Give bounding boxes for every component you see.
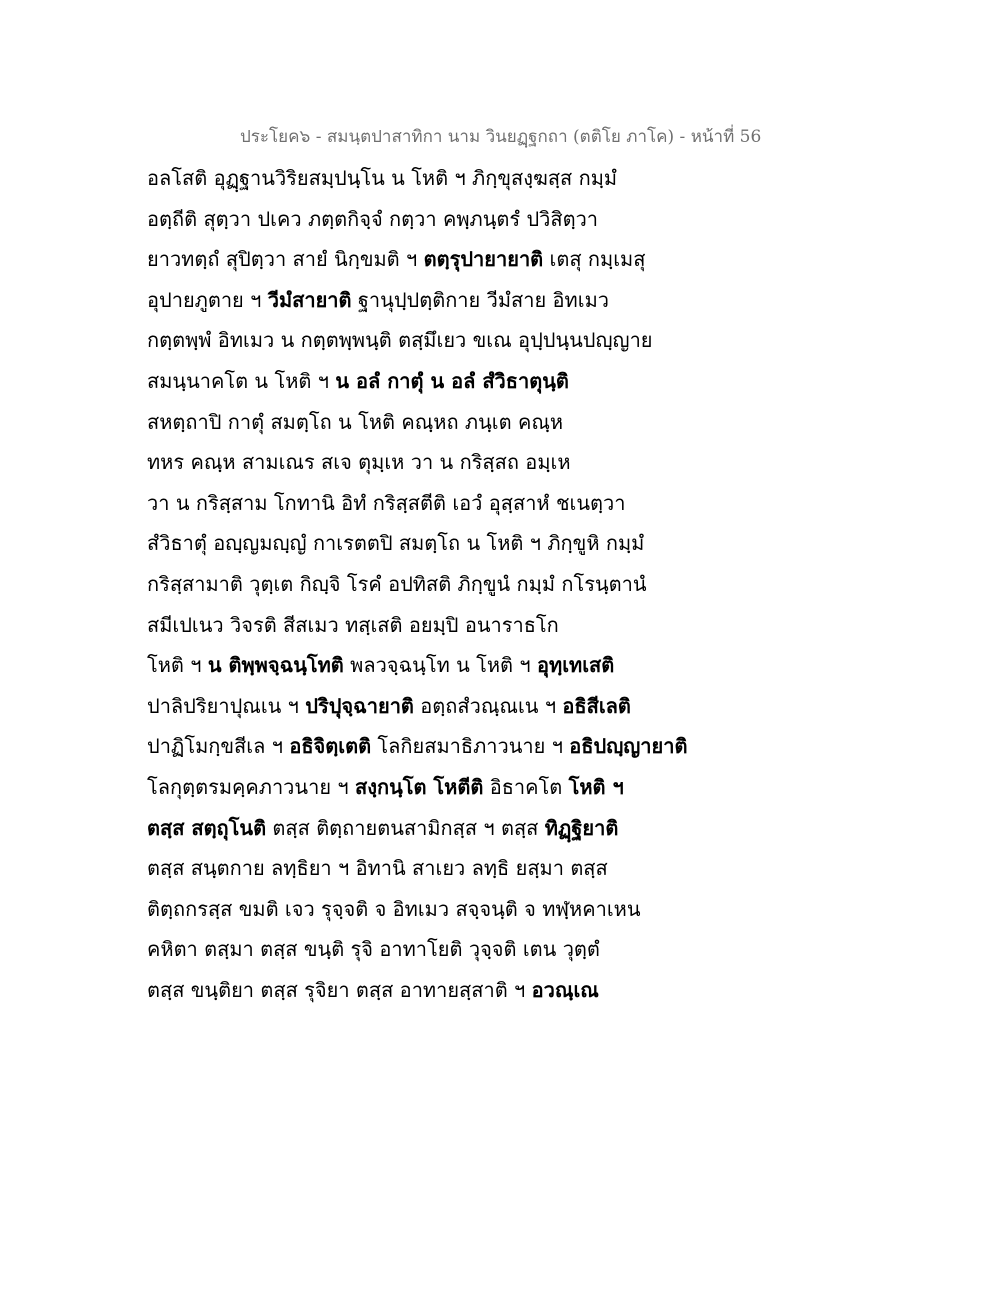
text-segment: เตสุ กมฺเมสุ xyxy=(543,247,646,272)
bold-term: อุทฺเทเสติ xyxy=(537,653,615,678)
bold-term: ปริปุจฺฉายาติ xyxy=(305,693,414,718)
text-segment: สมนฺนาคโต น โหติ ฯ xyxy=(147,368,336,393)
text-line xyxy=(147,564,707,605)
text-segment: อิธาคโต xyxy=(483,774,569,799)
bold-term: ตตฺรุปายายาติ xyxy=(423,247,544,272)
text-segment: ตสฺส ขนฺติยา ตสฺส รุจิยา ตสฺส อาทายสฺสาติ ฯ xyxy=(147,977,532,1002)
text-segment: อตฺถสํวณฺณเน ฯ xyxy=(413,693,563,718)
text-line xyxy=(147,320,707,361)
text-line xyxy=(147,158,707,199)
bold-term: สงฺกนฺโต โหตีติ xyxy=(354,774,484,799)
bold-term: อธิปญฺญายาติ xyxy=(569,734,688,759)
text-segment: อตฺถีติ สุตฺวา ปเคว ภตฺตกิจฺจํ กตฺวา คพฺภนฺตรํ ปวิสิตฺวา xyxy=(147,206,599,231)
text-line xyxy=(147,523,707,564)
text-segment: ติตฺถกรสฺส ขมติ เจว รุจฺจติ จ อิทเมว สจฺจนฺติ จ ทฬฺหคาเหน xyxy=(147,896,641,921)
text-segment: วา น กริสฺสาม โกทานิ อิทํ กริสฺสตีติ เอวํ อุสฺสาหํ ชเนตฺวา xyxy=(147,490,626,515)
text-segment: สํวิธาตุํ อญฺญมญฺญํ กาเรตตปิ สมตฺโถ น โหติ ฯ ภิกฺขูหิ กมฺมํ xyxy=(147,531,645,556)
bold-term: อวณฺเณ xyxy=(531,977,599,1002)
text-line xyxy=(147,442,707,483)
text-body xyxy=(147,158,707,1010)
text-segment: อุปายภูตาย ฯ xyxy=(147,287,268,312)
text-line xyxy=(147,848,707,889)
text-segment: ปาฏิโมกฺขสีเล ฯ xyxy=(147,734,290,759)
text-segment: ตสฺส สนฺตกาย ลทฺธิยา ฯ อิทานิ สาเยว ลทฺธิ ยสฺมา ตสฺส xyxy=(147,856,608,881)
text-segment: ทหร คณฺห สามเณร สเจ ตุมฺเห วา น กริสฺสถ อมฺเห xyxy=(147,450,571,475)
text-segment: กตฺตพฺพํ อิทเมว น กตฺตพฺพนฺติ ตสฺมึเยว ขเณ อุปฺปนฺนปญฺญาย xyxy=(147,328,653,353)
text-line xyxy=(147,402,707,443)
text-segment: ตสฺส ติตฺถายตนสามิกสฺส ฯ ตสฺส xyxy=(266,815,545,840)
text-segment: ปาลิปริยาปุณเน ฯ xyxy=(147,693,306,718)
text-line xyxy=(147,767,707,808)
text-segment: กริสฺสามาติ วุตฺเต กิญฺจิ โรคํ อปทิสติ ภิกฺขูนํ กมฺมํ กโรนฺตานํ xyxy=(147,571,647,596)
text-line xyxy=(147,645,707,686)
text-segment: สมีเปเนว วิจรติ สีสเมว ทสฺเสติ อยมฺปิ อนาราธโก xyxy=(147,612,559,637)
text-segment: โลกุตฺตรมคฺคภาวนาย ฯ xyxy=(147,774,355,799)
text-segment: โลกิยสมาธิภาวนาย ฯ xyxy=(371,734,570,759)
text-line xyxy=(147,239,707,280)
text-segment: คหิตา ตสฺมา ตสฺส ขนฺติ รุจิ อาทาโยติ วุจฺจติ เตน วุตฺตํ xyxy=(147,937,600,962)
text-segment: ยาวทตฺถํ สุปิตฺวา สายํ นิกฺขมติ ฯ xyxy=(147,247,424,272)
text-line xyxy=(147,929,707,970)
bold-term: ตสฺส สตฺถุโนติ xyxy=(147,815,267,840)
text-segment: สหตฺถาปิ กาตุํ สมตฺโถ น โหติ คณฺหถ ภนฺเต คณฺห xyxy=(147,409,564,434)
text-segment: โหติ ฯ xyxy=(147,653,208,678)
text-segment: พลวจฺฉนฺโท น โหติ ฯ xyxy=(343,653,537,678)
bold-term: ทิฏฺฐิยาติ xyxy=(544,815,619,840)
bold-term: น ติพฺพจฺฉนฺโทติ xyxy=(207,653,344,678)
bold-term: น อลํ กาตุํ น อลํ สํวิธาตุนฺติ xyxy=(335,368,569,393)
text-segment: อลโสติ อุฏฺฐานวิริยสมฺปนฺโน น โหติ ฯ ภิกฺขุสงฺฆสฺส กมฺมํ xyxy=(147,166,618,190)
text-line xyxy=(147,605,707,646)
text-line xyxy=(147,726,707,767)
bold-term: อธิสีเลติ xyxy=(562,693,631,718)
text-line xyxy=(147,280,707,321)
text-line xyxy=(147,889,707,930)
bold-term: วีมํสายาติ xyxy=(267,287,352,312)
bold-term: โหติ ฯ xyxy=(568,774,624,799)
text-line xyxy=(147,199,707,240)
bold-term: อธิจิตฺเตติ xyxy=(289,734,372,759)
text-line xyxy=(147,361,707,402)
text-segment: ฐานุปฺปตฺติกาย วีมํสาย อิทเมว xyxy=(351,287,609,312)
text-line xyxy=(147,686,707,727)
text-line xyxy=(147,808,707,849)
page-header: ประโยค๖ - สมนฺตปาสาทิกา นาม วินยฏฺฐกถา (ตติโย ภาโค) - หน้าที่ 56 xyxy=(240,127,762,147)
text-line xyxy=(147,970,707,1011)
text-line xyxy=(147,483,707,524)
